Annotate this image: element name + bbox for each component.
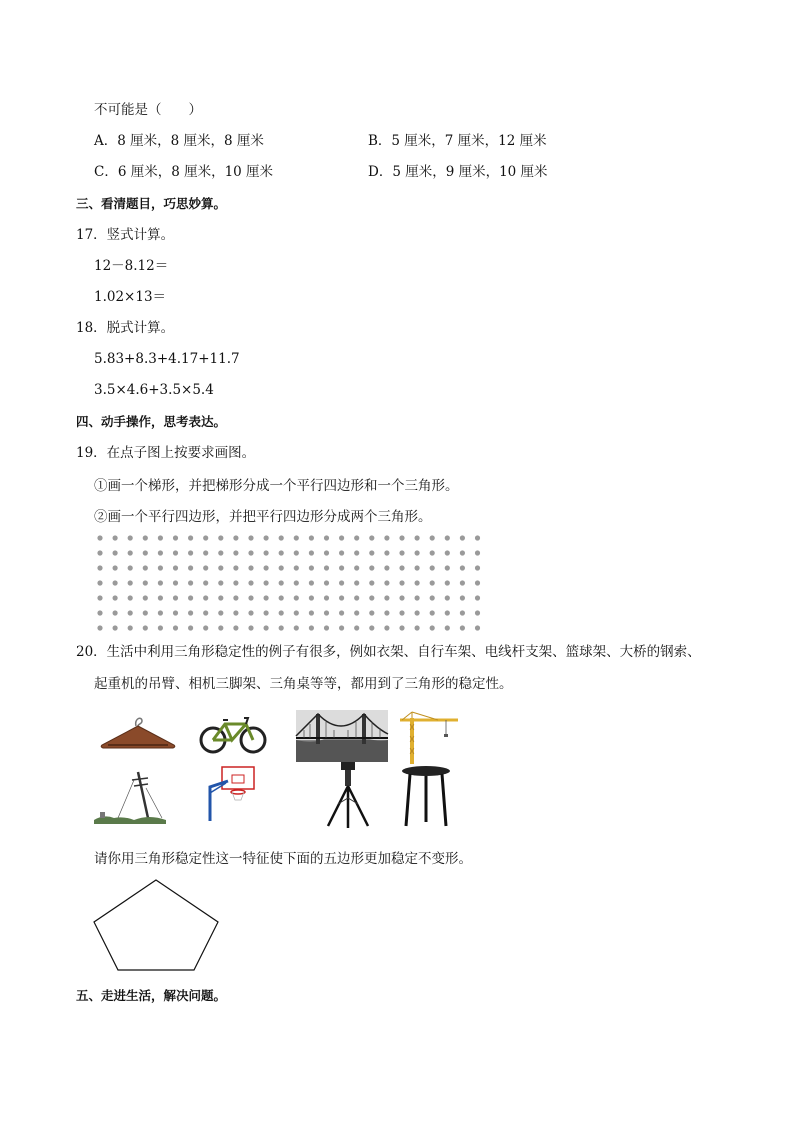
q16-option-a: A．8 厘米，8 厘米，8 厘米 <box>94 133 264 149</box>
q16-stem-tail: 不可能是（ ） <box>94 102 202 118</box>
q19-title: 19．在点子图上按要求画图。 <box>76 445 256 461</box>
q20-text-line-1: 20．生活中利用三角形稳定性的例子有很多，例如衣架、自行车架、电线杆支架、篮球架、大桥的钢索、 <box>76 644 701 660</box>
q16-option-d: D．5 厘米，9 厘米，10 厘米 <box>368 164 548 180</box>
q19-requirement-2: ②画一个平行四边形，并把平行四边形分成两个三角形。 <box>94 509 432 525</box>
q16-option-b: B．5 厘米，7 厘米，12 厘米 <box>368 133 547 149</box>
section3-heading: 三、看清题目，巧思妙算。 <box>76 196 227 211</box>
q20-instruction: 请你用三角形稳定性这一特征使下面的五边形更加稳定不变形。 <box>94 851 472 867</box>
q18-item-1: 5.83+8.3+4.17+11.7 <box>94 351 240 367</box>
q16-option-c: C．6 厘米，8 厘米，10 厘米 <box>94 164 274 180</box>
q17-item-1: 12－8.12＝ <box>94 258 169 274</box>
q19-requirement-1: ①画一个梯形，并把梯形分成一个平行四边形和一个三角形。 <box>94 478 459 494</box>
q17-item-2: 1.02×13＝ <box>94 289 167 305</box>
section4-heading: 四、动手操作，思考表达。 <box>76 414 227 429</box>
q18-item-2: 3.5×4.6+3.5×5.4 <box>94 382 214 398</box>
section5-heading: 五、走进生活，解决问题。 <box>76 988 227 1003</box>
q20-text-line-2: 起重机的吊臂、相机三脚架、三角桌等等，都用到了三角形的稳定性。 <box>94 676 513 692</box>
q18-title: 18．脱式计算。 <box>76 320 175 336</box>
q17-title: 17．竖式计算。 <box>76 227 175 243</box>
